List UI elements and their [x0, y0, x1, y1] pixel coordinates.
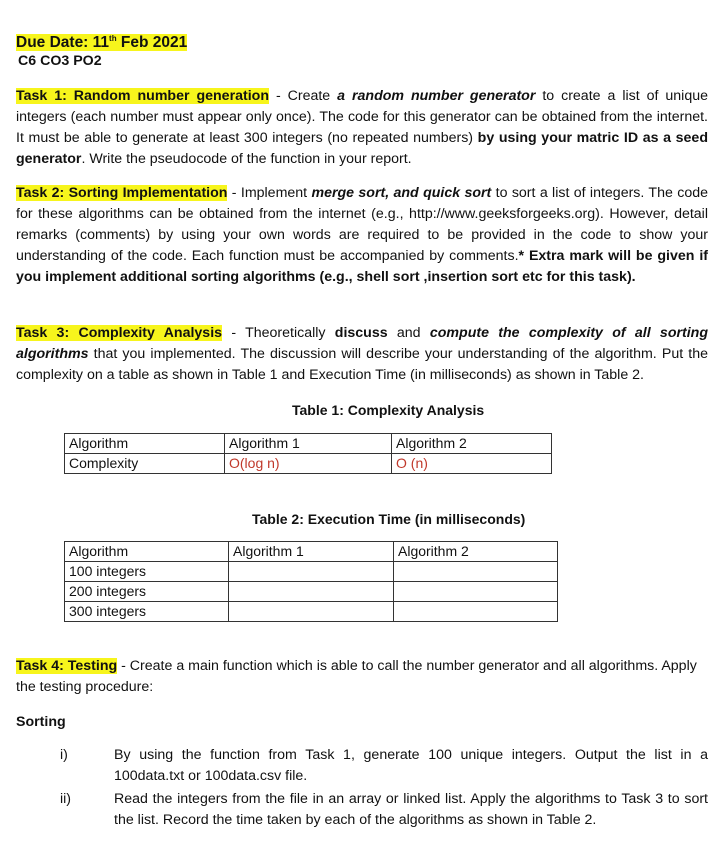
- table-row: [65, 434, 552, 454]
- task1-title: Task 1: Random number generation: [16, 88, 269, 104]
- table-cell: Algorithm 1: [229, 542, 394, 562]
- list-item-number: ii): [60, 791, 72, 807]
- table1-caption: Table 1: Complexity Analysis: [292, 402, 485, 418]
- task3-title: Task 3: Complexity Analysis: [16, 325, 223, 341]
- table-cell: 300 integers: [65, 602, 229, 622]
- table-cell: O (n): [392, 454, 552, 474]
- table2-caption: Table 2: Execution Time (in milliseconds): [252, 511, 526, 527]
- table-cell: Algorithm 2: [394, 542, 558, 562]
- table-cell: [229, 562, 394, 582]
- task4-paragraph: Task 4: Testing - Create a main function which is able to call the number generator and all algorithms. Apply the testing procedure:: [16, 658, 697, 695]
- table-row: [65, 542, 558, 562]
- complexity-table: [64, 433, 552, 474]
- list-item: Read the integers from the file in an array or linked list. Apply the algorithms to Task 3 to sort the list. Record the time taken by each of the algorithms as shown in Table 2.: [114, 791, 708, 828]
- sorting-heading: Sorting: [16, 714, 66, 730]
- table-cell: [394, 582, 558, 602]
- table-cell: Algorithm 1: [225, 434, 392, 454]
- execution-time-table: [64, 541, 558, 622]
- table-row: [65, 454, 552, 474]
- task2-paragraph: Task 2: Sorting Implementation - Implement merge sort, and quick sort to sort a list of integers. The code for these algorithms can be obtained from the internet (e.g., http://www.geeksforgeeks.org). However, detail remarks (comments) by using your own words are required to be provided in the code to show your understanding of the code. Each function must be accompanied by comments.* Extra mark will be given if you implement additional sorting algorithms (e.g., shell sort ,insertion sort etc for this task).: [16, 185, 708, 285]
- table-cell: [394, 602, 558, 622]
- table-cell: Algorithm: [65, 542, 229, 562]
- list-item-number: i): [60, 747, 68, 763]
- table-cell: [229, 582, 394, 602]
- table-cell: 200 integers: [65, 582, 229, 602]
- due-date: Due Date: 11th Feb 2021: [16, 34, 188, 52]
- table-cell: 100 integers: [65, 562, 229, 582]
- table-cell: O(log n): [225, 454, 392, 474]
- table-row: [65, 562, 558, 582]
- task1-paragraph: Task 1: Random number generation - Create a random number generator to create a list of unique integers (each number must appear only once). The code for this generator can be obtained from the internet. It must be able to generate at least 300 integers (no repeated numbers) by using your matric ID as a seed generator. Write the pseudocode of the function in your report.: [16, 88, 708, 167]
- table-row: [65, 602, 558, 622]
- task2-title: Task 2: Sorting Implementation: [16, 185, 228, 201]
- table-cell: Algorithm 2: [392, 434, 552, 454]
- table-cell: [394, 562, 558, 582]
- list-item: By using the function from Task 1, generate 100 unique integers. Output the list in a 100data.txt or 100data.csv file.: [114, 747, 708, 784]
- table-cell: Complexity: [65, 454, 225, 474]
- task3-paragraph: Task 3: Complexity Analysis - Theoretically discuss and compute the complexity of all sorting algorithms that you implemented. The discussion will describe your understanding of the algorithm. Put the complexity on a table as shown in Table 1 and Execution Time (in milliseconds) as shown in Table 2.: [16, 325, 709, 383]
- task4-title: Task 4: Testing: [16, 658, 118, 674]
- course-code: C6 CO3 PO2: [18, 53, 102, 69]
- table-row: [65, 582, 558, 602]
- table-cell: Algorithm: [65, 434, 225, 454]
- table-cell: [229, 602, 394, 622]
